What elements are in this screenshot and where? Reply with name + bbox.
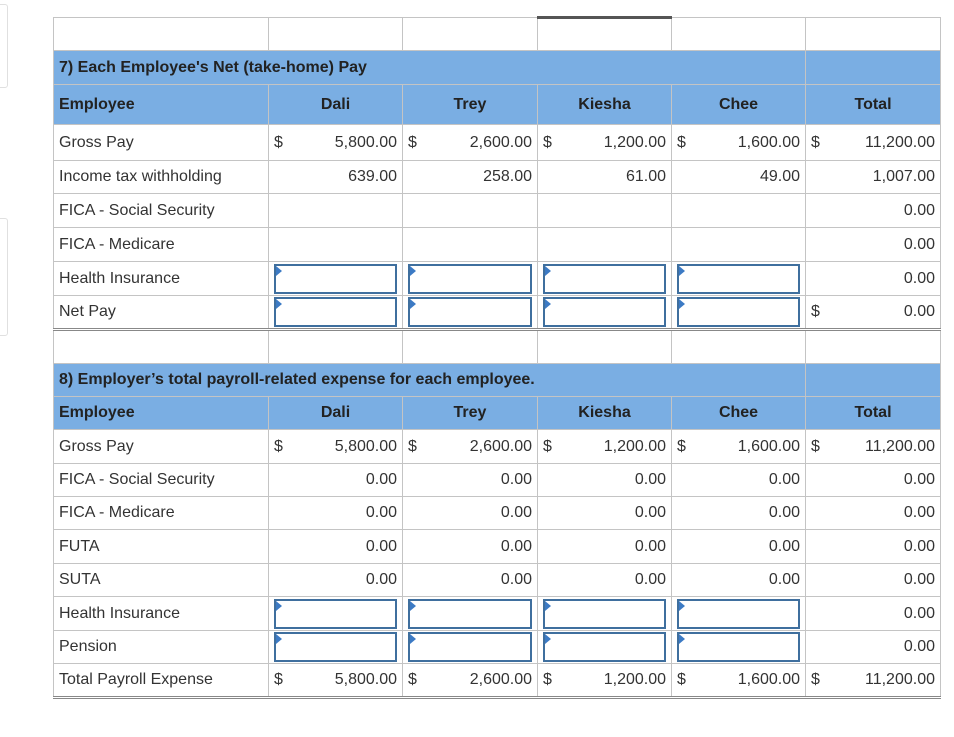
health-insurance-total: 0.00 — [806, 262, 941, 296]
total-expense-total: 11,200.00 — [865, 671, 935, 688]
row-label: SUTA — [54, 564, 269, 597]
employer-health-chee-input[interactable] — [677, 599, 800, 629]
column-header-trey: Trey — [403, 397, 538, 430]
blank-row — [54, 18, 941, 51]
input-marker-icon — [545, 634, 551, 644]
net-pay-trey-input[interactable] — [408, 297, 532, 327]
fica-ss-total: 0.00 — [806, 464, 941, 497]
column-header-dali: Dali — [269, 85, 403, 125]
section-title: 8) Employer’s total payroll-related expense for each employee. — [54, 364, 806, 397]
table-row — [54, 597, 941, 631]
column-header-chee: Chee — [672, 397, 806, 430]
input-marker-icon — [545, 601, 551, 611]
futa-kiesha: 0.00 — [538, 530, 672, 564]
net-pay-kiesha-input[interactable] — [543, 297, 666, 327]
column-header-employee: Employee — [54, 85, 269, 125]
input-marker-icon — [410, 299, 416, 309]
table-row: Net Pay $ 0.00 — [54, 296, 941, 330]
row-label: FICA - Social Security — [54, 464, 269, 497]
net-pay-dali-input[interactable] — [274, 297, 397, 327]
total-expense-dali: 5,800.00 — [334, 671, 397, 688]
row-label: FICA - Medicare — [54, 497, 269, 530]
total-expense-kiesha: 1,200.00 — [603, 671, 666, 688]
side-frame-top — [0, 4, 8, 88]
income-tax-total: 1,007.00 — [806, 161, 941, 194]
input-marker-icon — [679, 266, 685, 276]
fica-ss-chee: 0.00 — [672, 464, 806, 497]
table-row — [54, 161, 941, 194]
row-label: Health Insurance — [54, 262, 269, 296]
fica-ss-trey: 0.00 — [403, 464, 538, 497]
employer-health-trey-input[interactable] — [408, 599, 532, 629]
health-insurance-trey-input[interactable] — [408, 264, 532, 294]
fica-medicare-kiesha: 0.00 — [538, 497, 672, 530]
fica-ss-total: 0.00 — [806, 194, 941, 228]
row-label: Net Pay — [54, 296, 269, 330]
table-row: Gross Pay $ 5,800.00 $ 2,600.00 $ 1,200.00 $ 1,600.00 $ 11,200.00 — [54, 125, 941, 161]
fica-medicare-trey: 0.00 — [403, 497, 538, 530]
column-header-employee: Employee — [54, 397, 269, 430]
row-label: FICA - Social Security — [54, 194, 269, 228]
input-marker-icon — [545, 266, 551, 276]
futa-total: 0.00 — [806, 530, 941, 564]
income-tax-dali: 639.00 — [269, 161, 403, 194]
net-pay-total: 0.00 — [903, 303, 935, 320]
fica-medicare-total: 0.00 — [806, 497, 941, 530]
gross-pay-trey: 2,600.00 — [469, 437, 532, 455]
table-row — [54, 464, 941, 497]
suta-kiesha: 0.00 — [538, 564, 672, 597]
net-pay-chee-input[interactable] — [677, 297, 800, 327]
input-marker-icon — [545, 299, 551, 309]
row-label: Health Insurance — [54, 597, 269, 631]
fica-medicare-total: 0.00 — [806, 228, 941, 262]
column-header-kiesha: Kiesha — [538, 397, 672, 430]
row-label: Gross Pay — [54, 125, 269, 161]
gross-pay-total: 11,200.00 — [865, 437, 935, 455]
input-marker-icon — [276, 634, 282, 644]
section-8-title-row — [54, 364, 941, 397]
fica-medicare-dali: 0.00 — [269, 497, 403, 530]
health-insurance-dali-input[interactable] — [274, 264, 397, 294]
row-label: FICA - Medicare — [54, 228, 269, 262]
section-title: 7) Each Employee's Net (take-home) Pay — [54, 51, 806, 85]
blank-row — [54, 330, 941, 364]
fica-ss-kiesha: 0.00 — [538, 464, 672, 497]
pension-total: 0.00 — [806, 631, 941, 664]
table-row: Total Payroll Expense $ 5,800.00 $ 2,600.00 $ 1,200.00 $ 1,600.00 $ 11,200.00 — [54, 664, 941, 698]
table-row — [54, 194, 941, 228]
suta-dali: 0.00 — [269, 564, 403, 597]
employer-health-kiesha-input[interactable] — [543, 599, 666, 629]
input-marker-icon — [276, 299, 282, 309]
income-tax-kiesha: 61.00 — [538, 161, 672, 194]
table-row — [54, 228, 941, 262]
gross-pay-chee: 1,600.00 — [737, 437, 800, 455]
pension-trey-input[interactable] — [408, 632, 532, 662]
input-marker-icon — [679, 601, 685, 611]
gross-pay-chee: 1,600.00 — [737, 133, 800, 151]
table-row — [54, 262, 941, 296]
section-7-header-row — [54, 85, 941, 125]
table-row — [54, 564, 941, 597]
input-marker-icon — [276, 266, 282, 276]
row-label: Total Payroll Expense — [54, 664, 269, 698]
table-row — [54, 497, 941, 530]
column-header-kiesha: Kiesha — [538, 85, 672, 125]
futa-chee: 0.00 — [672, 530, 806, 564]
table-row — [54, 631, 941, 664]
income-tax-chee: 49.00 — [672, 161, 806, 194]
total-expense-trey: 2,600.00 — [469, 671, 532, 688]
column-header-total: Total — [806, 397, 941, 430]
column-header-dali: Dali — [269, 397, 403, 430]
gross-pay-kiesha: 1,200.00 — [603, 437, 666, 455]
input-marker-icon — [410, 601, 416, 611]
table-row: Gross Pay $ 5,800.00 $ 2,600.00 $ 1,200.00 $ 1,600.00 $ 11,200.00 — [54, 430, 941, 464]
suta-total: 0.00 — [806, 564, 941, 597]
row-label: Income tax withholding — [54, 161, 269, 194]
health-insurance-kiesha-input[interactable] — [543, 264, 666, 294]
income-tax-trey: 258.00 — [403, 161, 538, 194]
input-marker-icon — [276, 601, 282, 611]
employer-health-dali-input[interactable] — [274, 599, 397, 629]
input-marker-icon — [679, 634, 685, 644]
row-label: Gross Pay — [54, 430, 269, 464]
fica-ss-dali: 0.00 — [269, 464, 403, 497]
fica-medicare-chee: 0.00 — [672, 497, 806, 530]
payroll-worksheet — [53, 16, 941, 699]
input-marker-icon — [410, 634, 416, 644]
futa-trey: 0.00 — [403, 530, 538, 564]
pension-kiesha-input[interactable] — [543, 632, 666, 662]
input-marker-icon — [679, 299, 685, 309]
pension-chee-input[interactable] — [677, 632, 800, 662]
gross-pay-trey: 2,600.00 — [469, 133, 532, 151]
side-frame-middle — [0, 218, 8, 336]
row-label: FUTA — [54, 530, 269, 564]
employer-health-total: 0.00 — [806, 597, 941, 631]
section-8-header-row — [54, 397, 941, 430]
column-header-trey: Trey — [403, 85, 538, 125]
gross-pay-dali: 5,800.00 — [334, 133, 397, 151]
futa-dali: 0.00 — [269, 530, 403, 564]
gross-pay-dali: 5,800.00 — [334, 437, 397, 455]
column-header-total: Total — [806, 85, 941, 125]
pension-dali-input[interactable] — [274, 632, 397, 662]
row-label: Pension — [54, 631, 269, 664]
health-insurance-chee-input[interactable] — [677, 264, 800, 294]
suta-chee: 0.00 — [672, 564, 806, 597]
gross-pay-total: 11,200.00 — [865, 133, 935, 151]
total-expense-chee: 1,600.00 — [737, 671, 800, 688]
table-row — [54, 530, 941, 564]
suta-trey: 0.00 — [403, 564, 538, 597]
column-header-chee: Chee — [672, 85, 806, 125]
section-7-title-row — [54, 51, 941, 85]
input-marker-icon — [410, 266, 416, 276]
gross-pay-kiesha: 1,200.00 — [603, 133, 666, 151]
